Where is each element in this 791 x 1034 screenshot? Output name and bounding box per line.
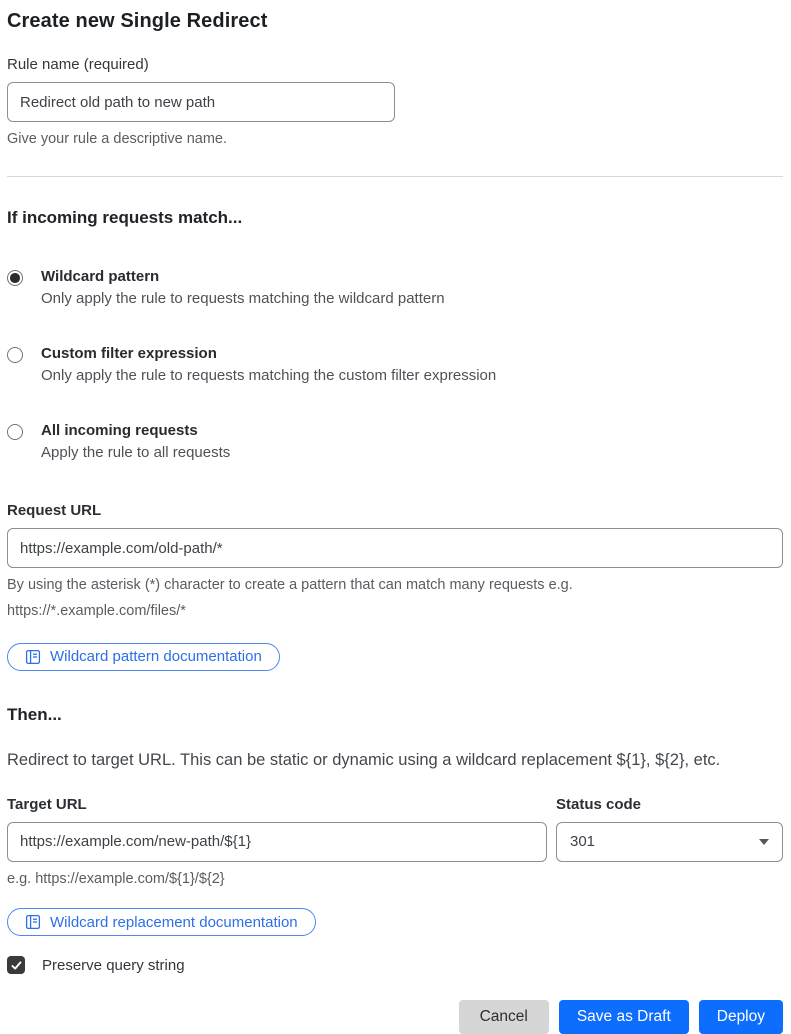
status-code-select[interactable]: [556, 822, 783, 862]
radio-description: Apply the rule to all requests: [41, 444, 231, 462]
target-url-helper: e.g. https://example.com/${1}/${2}: [7, 870, 225, 887]
rule-name-helper: Give your rule a descriptive name.: [7, 131, 228, 147]
status-code-value: 301: [570, 833, 596, 851]
match-radio-group: [7, 268, 783, 461]
radio-all-requests-icon[interactable]: [7, 424, 23, 440]
target-row: [7, 796, 783, 889]
target-url-label: Target URL: [7, 795, 87, 813]
request-url-helper: [7, 575, 783, 621]
radio-label[interactable]: Wildcard pattern: [41, 268, 160, 286]
book-icon: [25, 914, 41, 930]
radio-option-custom-filter[interactable]: [7, 345, 783, 384]
radio-label[interactable]: Custom filter expression: [41, 345, 217, 363]
then-section-heading: Then...: [7, 704, 62, 724]
wildcard-pattern-doc-button[interactable]: [7, 643, 280, 671]
chevron-down-icon: [759, 839, 769, 845]
wildcard-replacement-doc-button[interactable]: [7, 908, 316, 936]
doc-button-label: Wildcard pattern documentation: [50, 648, 262, 666]
checkbox-checked-icon[interactable]: [7, 956, 25, 974]
radio-description: Only apply the rule to requests matching the wildcard pattern: [41, 290, 445, 308]
preserve-query-checkbox-row[interactable]: [7, 956, 783, 974]
then-description: Redirect to target URL. This can be static or dynamic using a wildcard replacement ${1}, ${2}, etc.: [7, 750, 721, 769]
page-title: Create new Single Redirect: [7, 10, 268, 32]
target-url-input[interactable]: [7, 822, 547, 862]
rule-name-input[interactable]: [7, 82, 395, 122]
status-code-label: Status code: [556, 795, 642, 813]
match-section-heading: If incoming requests match...: [7, 208, 243, 228]
doc-button-label: Wildcard replacement documentation: [50, 913, 298, 931]
preserve-query-label[interactable]: Preserve query string: [42, 956, 185, 974]
save-as-draft-button[interactable]: Save as Draft: [559, 1000, 689, 1034]
book-icon: [25, 649, 41, 665]
footer-actions: [7, 1000, 783, 1034]
request-url-label: Request URL: [7, 502, 102, 520]
radio-option-wildcard-pattern[interactable]: [7, 268, 783, 307]
radio-description: Only apply the rule to requests matching the custom filter expression: [41, 367, 497, 385]
radio-custom-filter-icon[interactable]: [7, 347, 23, 363]
rule-name-label: Rule name (required): [7, 56, 149, 73]
radio-label[interactable]: All incoming requests: [41, 422, 198, 440]
deploy-button[interactable]: Deploy: [699, 1000, 783, 1034]
request-url-input[interactable]: [7, 528, 783, 568]
request-url-helper-line2: https://*.example.com/files/*: [7, 602, 186, 619]
radio-option-all-requests[interactable]: [7, 422, 783, 461]
request-url-helper-line1: By using the asterisk (*) character to create a pattern that can match many requests e.g.: [7, 577, 573, 594]
radio-wildcard-pattern-icon[interactable]: [7, 270, 23, 286]
cancel-button[interactable]: Cancel: [459, 1000, 549, 1034]
divider: [7, 176, 783, 177]
